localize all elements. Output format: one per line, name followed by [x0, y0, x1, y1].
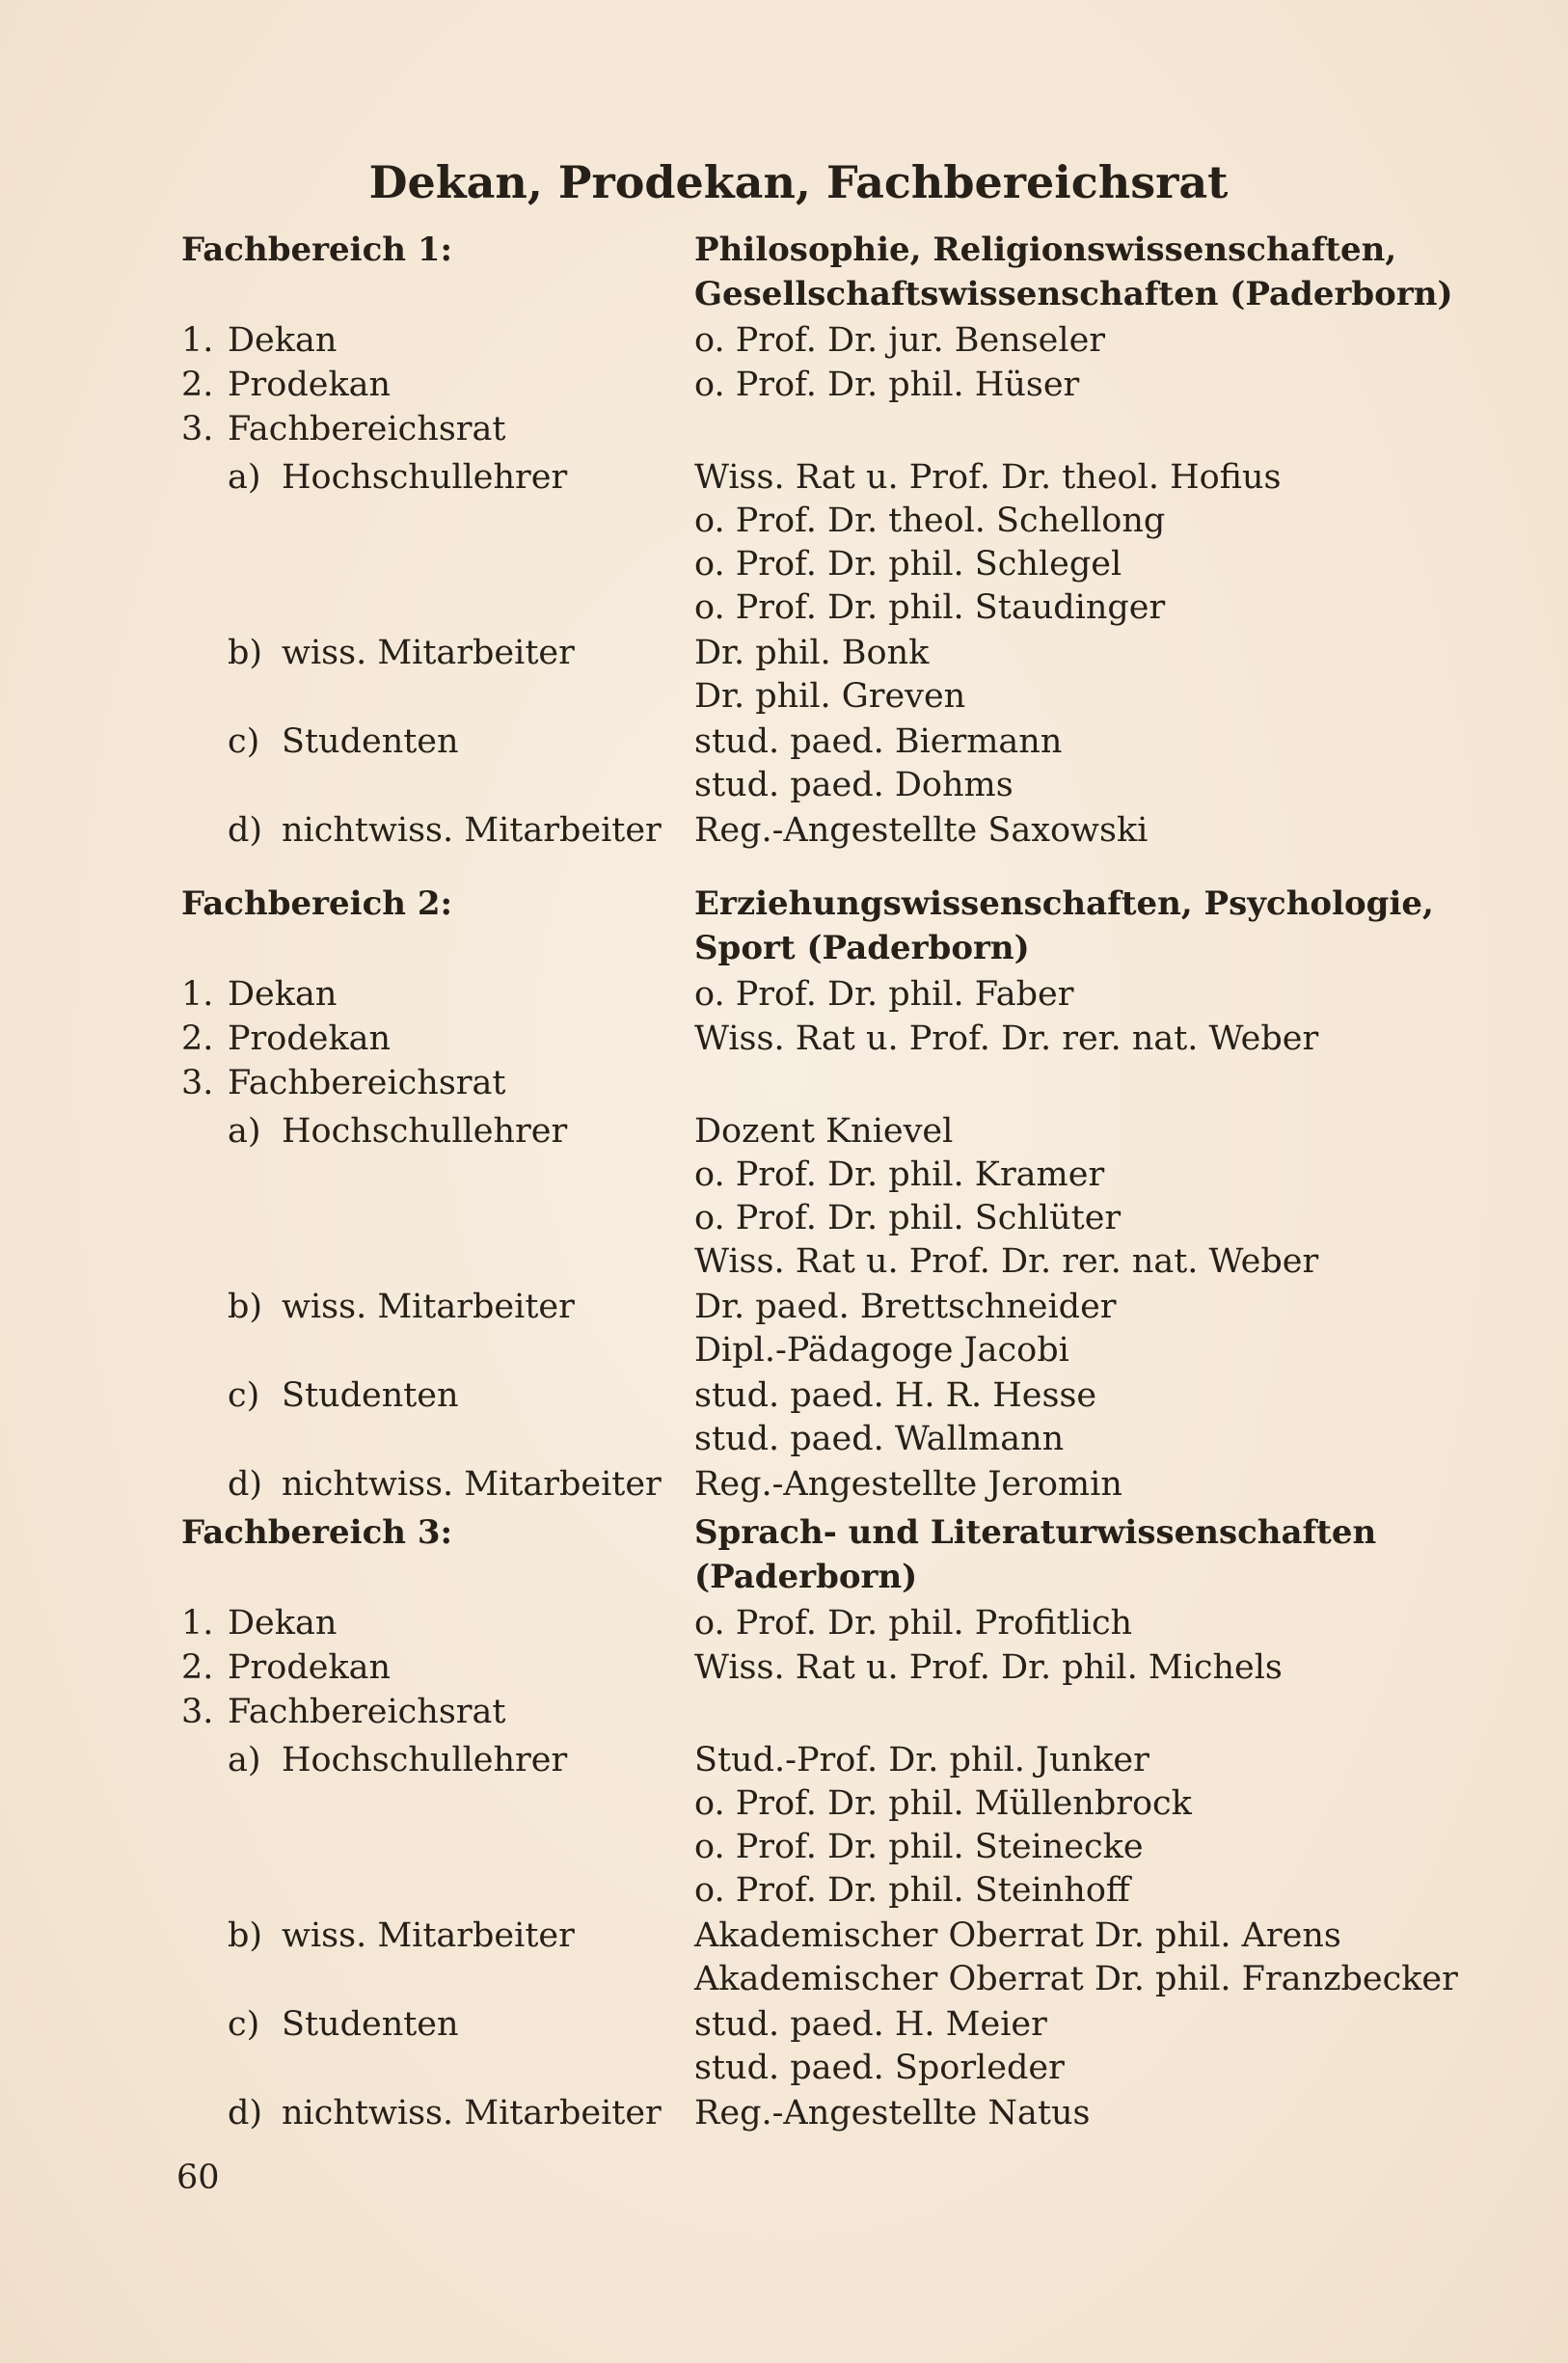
role-number: 3.: [181, 410, 214, 448]
list-row: [0, 1690, 1568, 1734]
list-row: [0, 2046, 1568, 2090]
group-label: b) wiss. Mitarbeiter: [228, 631, 575, 675]
group-letter: c): [228, 2005, 260, 2044]
group-label: d) nichtwiss. Mitarbeiter: [228, 808, 662, 853]
section-name: Erziehungswissenschaften, Psychologie,: [694, 884, 1434, 923]
list-row: [0, 1738, 1568, 1782]
list-row: [0, 1868, 1568, 1913]
member-name: o. Prof. Dr. phil. Schlüter: [694, 1199, 1122, 1237]
member-name: Dr. paed. Brettschneider: [694, 1288, 1117, 1326]
member-name: stud. paed. Wallmann: [694, 1420, 1065, 1458]
list-row: [0, 1017, 1568, 1061]
member-name: stud. paed. H. R. Hesse: [694, 1376, 1097, 1415]
group-label: b) wiss. Mitarbeiter: [228, 1914, 575, 1958]
member-name: stud. paed. H. Meier: [694, 2005, 1047, 2044]
group-letter: d): [228, 1465, 263, 1504]
prodekan-name: o. Prof. Dr. phil. Hüser: [694, 366, 1080, 404]
group-label: d) nichtwiss. Mitarbeiter: [228, 2091, 662, 2135]
prodekan-name: Wiss. Rat u. Prof. Dr. phil. Michels: [694, 1648, 1283, 1687]
role-label: 2. Prodekan: [181, 363, 391, 407]
member-name: Akademischer Oberrat Dr. phil. Arens: [694, 1916, 1341, 1955]
list-row: [0, 318, 1568, 363]
group-letter: d): [228, 2094, 263, 2132]
role-label: 2. Prodekan: [181, 1017, 391, 1061]
list-row: [0, 1196, 1568, 1240]
section-label: Fachbereich 3:: [181, 1513, 453, 1552]
group-letter: d): [228, 811, 263, 850]
list-row: [0, 1555, 1568, 1599]
member-name: stud. paed. Dohms: [694, 766, 1014, 804]
role-label: 1. Dekan: [181, 1601, 337, 1645]
group-label: b) wiss. Mitarbeiter: [228, 1285, 575, 1329]
role-label: 3. Fachbereichsrat: [181, 1061, 505, 1105]
list-row: [0, 674, 1568, 719]
list-row: [0, 542, 1568, 586]
member-name: Stud.-Prof. Dr. phil. Junker: [694, 1741, 1149, 1779]
list-row: [0, 1373, 1568, 1418]
group-label: d) nichtwiss. Mitarbeiter: [228, 1462, 662, 1507]
section-name: (Paderborn): [694, 1558, 918, 1596]
list-row: [0, 1061, 1568, 1105]
group-letter: b): [228, 1288, 263, 1326]
role-number: 2.: [181, 1648, 214, 1687]
list-row: [0, 972, 1568, 1017]
role-label: 2. Prodekan: [181, 1645, 391, 1690]
dekan-name: o. Prof. Dr. phil. Profitlich: [694, 1604, 1133, 1643]
list-row: [0, 1328, 1568, 1372]
role-label: 1. Dekan: [181, 972, 337, 1017]
group-letter: b): [228, 1916, 263, 1955]
list-row: [0, 1285, 1568, 1329]
role-number: 1.: [181, 975, 214, 1014]
role-label: 3. Fachbereichsrat: [181, 1690, 505, 1734]
section-name: Sport (Paderborn): [694, 929, 1030, 967]
list-row: [0, 1825, 1568, 1869]
group-label: a) Hochschullehrer: [228, 455, 567, 500]
list-row: [0, 407, 1568, 451]
section-label: Fachbereich 2:: [181, 884, 453, 923]
list-row: [0, 363, 1568, 407]
list-row: [0, 926, 1568, 970]
role-label: 3. Fachbereichsrat: [181, 407, 505, 451]
member-name: o. Prof. Dr. theol. Schellong: [694, 502, 1166, 540]
role-number: 2.: [181, 1019, 214, 1058]
role-number: 1.: [181, 321, 214, 360]
list-row: [0, 1153, 1568, 1197]
list-row: [0, 1781, 1568, 1826]
member-name: Wiss. Rat u. Prof. Dr. rer. nat. Weber: [694, 1242, 1319, 1281]
member-name: Reg.-Angestellte Natus: [694, 2094, 1091, 2132]
section-heading: [0, 882, 1568, 926]
list-row: [0, 455, 1568, 500]
group-label: c) Studenten: [228, 2002, 459, 2047]
page-title: Dekan, Prodekan, Fachbereichsrat: [368, 156, 1229, 208]
list-row: [0, 720, 1568, 764]
group-letter: c): [228, 722, 260, 761]
section-label: Fachbereich 1:: [181, 231, 453, 269]
list-row: [0, 1601, 1568, 1645]
list-row: [0, 1645, 1568, 1690]
section-name: Philosophie, Religionswissenschaften,: [694, 231, 1397, 269]
role-number: 3.: [181, 1693, 214, 1731]
member-name: Reg.-Angestellte Jeromin: [694, 1465, 1122, 1504]
role-number: 3.: [181, 1064, 214, 1102]
section-name: Sprach- und Literaturwissenschaften: [694, 1513, 1377, 1552]
member-name: Reg.-Angestellte Saxowski: [694, 811, 1149, 850]
member-name: Dr. phil. Bonk: [694, 634, 930, 672]
group-letter: a): [228, 1112, 261, 1151]
list-row: [0, 2091, 1568, 2135]
member-name: stud. paed. Sporleder: [694, 2049, 1065, 2087]
prodekan-name: Wiss. Rat u. Prof. Dr. rer. nat. Weber: [694, 1019, 1319, 1058]
section-heading: [0, 1510, 1568, 1555]
role-number: 2.: [181, 366, 214, 404]
member-name: Dr. phil. Greven: [694, 677, 966, 716]
role-label: 1. Dekan: [181, 318, 337, 363]
member-name: o. Prof. Dr. phil. Müllenbrock: [694, 1784, 1192, 1823]
member-name: o. Prof. Dr. phil. Kramer: [694, 1155, 1105, 1194]
group-label: a) Hochschullehrer: [228, 1738, 567, 1782]
section-name: Gesellschaftswissenschaften (Paderborn): [694, 275, 1453, 313]
group-label: a) Hochschullehrer: [228, 1109, 567, 1154]
member-name: o. Prof. Dr. phil. Steinecke: [694, 1828, 1144, 1866]
list-row: [0, 585, 1568, 630]
group-letter: c): [228, 1376, 260, 1415]
group-label: c) Studenten: [228, 720, 459, 764]
list-row: [0, 763, 1568, 807]
list-row: [0, 1957, 1568, 2001]
member-name: stud. paed. Biermann: [694, 722, 1063, 761]
role-number: 1.: [181, 1604, 214, 1643]
member-name: Akademischer Oberrat Dr. phil. Franzbecker: [694, 1960, 1458, 1998]
page-number: 60: [176, 2159, 220, 2197]
dekan-name: o. Prof. Dr. phil. Faber: [694, 975, 1074, 1014]
section-heading: [0, 228, 1568, 272]
list-row: [0, 1109, 1568, 1154]
dekan-name: o. Prof. Dr. jur. Benseler: [694, 321, 1106, 360]
list-row: [0, 808, 1568, 853]
group-letter: b): [228, 634, 263, 672]
list-row: [0, 499, 1568, 543]
member-name: Wiss. Rat u. Prof. Dr. theol. Hofius: [694, 458, 1282, 497]
member-name: o. Prof. Dr. phil. Staudinger: [694, 588, 1166, 627]
member-name: o. Prof. Dr. phil. Steinhoff: [694, 1871, 1130, 1910]
member-name: o. Prof. Dr. phil. Schlegel: [694, 545, 1122, 584]
member-name: Dipl.-Pädagoge Jacobi: [694, 1331, 1069, 1370]
list-row: [0, 631, 1568, 675]
list-row: [0, 1239, 1568, 1284]
member-name: Dozent Knievel: [694, 1112, 954, 1151]
list-row: [0, 2002, 1568, 2047]
group-letter: a): [228, 458, 261, 497]
list-row: [0, 1462, 1568, 1507]
list-row: [0, 1914, 1568, 1958]
list-row: [0, 272, 1568, 316]
group-label: c) Studenten: [228, 1373, 459, 1418]
list-row: [0, 1417, 1568, 1461]
group-letter: a): [228, 1741, 261, 1779]
